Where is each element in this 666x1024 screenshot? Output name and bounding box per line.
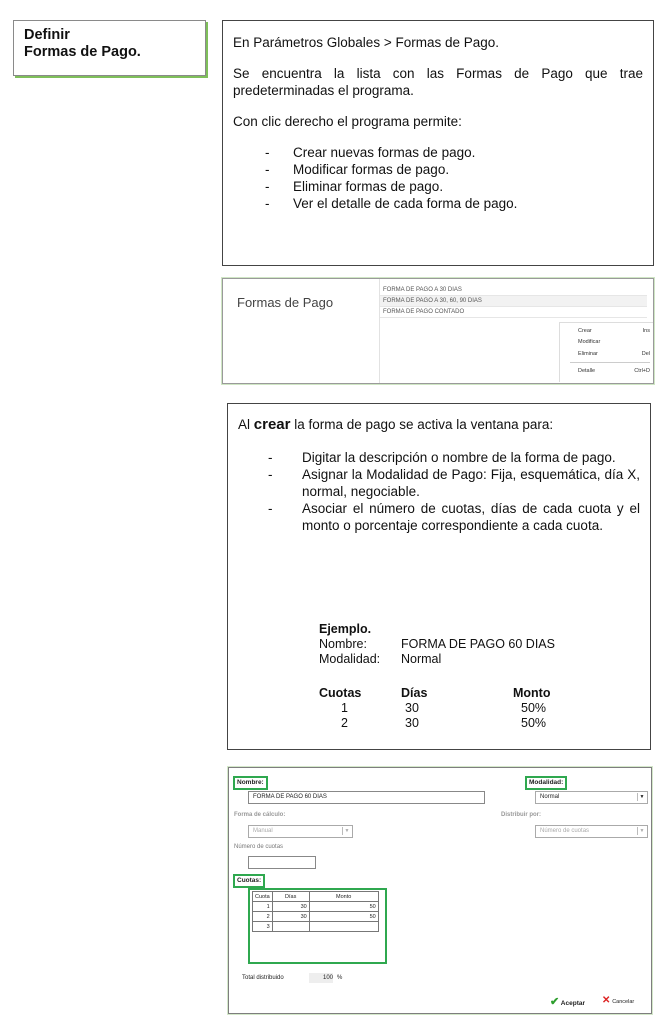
example-heading: Ejemplo.: [319, 622, 372, 636]
calculo-value: Manual: [253, 828, 273, 834]
accept-label: Aceptar: [560, 1000, 586, 1007]
list-item: - Eliminar formas de pago.: [265, 178, 643, 195]
example-col-dias: Días: [401, 686, 428, 700]
menu-separator: [570, 362, 650, 363]
total-unit: %: [337, 975, 343, 981]
path-text: En Parámetros Globales > Formas de Pago.: [233, 35, 500, 50]
nombre-label: Nombre:: [233, 776, 268, 790]
intro-post: la forma de pago se activa la ventana para:: [290, 417, 554, 432]
example-row1-monto: 50%: [521, 701, 547, 715]
context-menu: [559, 322, 653, 382]
example-row1-cuota: 1: [341, 701, 348, 715]
create-intro: [238, 416, 640, 433]
distribuir-label: Distribuir por:: [501, 812, 541, 818]
list-item[interactable]: FORMA DE PAGO A 30 DIAS: [380, 285, 647, 296]
num-cuotas-label: Número de cuotas: [234, 844, 284, 850]
cuotas-label: Cuotas:: [233, 874, 265, 888]
cuotas-table-frame: [248, 888, 387, 964]
table-row[interactable]: [253, 922, 379, 932]
modalidad-select[interactable]: [535, 791, 648, 804]
distribuir-select[interactable]: [535, 825, 648, 838]
chevron-down-icon[interactable]: ▼: [342, 827, 351, 835]
example-col-monto: Monto: [513, 686, 551, 700]
cancel-label: Cancelar: [612, 999, 635, 1005]
list-item: - Digitar la descripción o nombre de la forma de pago.: [268, 449, 640, 466]
modalidad-value: Normal: [540, 794, 560, 800]
col-header: Días: [272, 892, 309, 902]
intro-pre: Al: [238, 417, 254, 432]
total-value: 100: [309, 973, 333, 983]
menu-shortcut: Ctrl+D: [634, 368, 650, 374]
example-name-label: Nombre:: [319, 637, 367, 651]
col-header: Monto: [309, 892, 378, 902]
menu-item-label: Modificar: [578, 339, 601, 345]
accept-button[interactable]: [550, 995, 585, 1008]
cuotas-table: [252, 891, 379, 932]
description-box: [222, 20, 654, 266]
menu-item-label: Detalle: [578, 368, 596, 374]
calculo-label: Forma de cálculo:: [234, 812, 286, 818]
section-label: [13, 20, 206, 76]
cell-monto[interactable]: 50: [309, 912, 378, 922]
calculo-select[interactable]: [248, 825, 353, 838]
checkmark-icon: ✔: [550, 996, 560, 1008]
table-row[interactable]: [253, 902, 379, 912]
menu-item-crear[interactable]: [578, 326, 654, 336]
list-item: - Crear nuevas formas de pago.: [265, 144, 643, 161]
list-item[interactable]: FORMA DE PAGO A 30, 60, 90 DIAS: [380, 296, 647, 307]
menu-item-eliminar[interactable]: [578, 349, 654, 359]
section-label-line1: Definir: [24, 27, 70, 43]
menu-item-detalle[interactable]: [578, 366, 654, 376]
right-click-text: Con clic derecho el programa permite:: [233, 114, 462, 129]
cell-cuota[interactable]: 3: [253, 922, 273, 932]
list-item: - Asignar la Modalidad de Pago: Fija, esquemática, día X, normal, negociable.: [268, 466, 640, 500]
cell-monto[interactable]: 50: [309, 902, 378, 912]
cell-monto[interactable]: [309, 922, 378, 932]
menu-item-modificar[interactable]: [578, 337, 654, 347]
screen-title: Formas de Pago: [237, 295, 334, 310]
create-description-box: [227, 403, 651, 750]
chevron-down-icon[interactable]: ▼: [637, 793, 646, 801]
create-steps-list: [238, 449, 640, 534]
nombre-input[interactable]: FORMA DE PAGO 60 DIAS: [248, 791, 485, 804]
list-item: - Ver el detalle de cada forma de pago.: [265, 195, 643, 212]
list-item[interactable]: FORMA DE PAGO CONTADO: [380, 307, 647, 318]
cell-dias[interactable]: 30: [272, 912, 309, 922]
example-row2-cuota: 2: [341, 716, 348, 730]
menu-shortcut: Del: [641, 351, 650, 357]
cell-dias[interactable]: 30: [272, 902, 309, 912]
example-mode-label: Modalidad:: [319, 652, 381, 666]
cell-cuota[interactable]: 1: [253, 902, 273, 912]
example-col-cuotas: Cuotas: [319, 686, 362, 700]
num-cuotas-input[interactable]: [248, 856, 316, 869]
chevron-down-icon[interactable]: ▼: [637, 827, 646, 835]
section-label-line2: Formas de Pago.: [24, 44, 141, 60]
distribuir-value: Número de cuotas: [540, 828, 590, 834]
cell-cuota[interactable]: 2: [253, 912, 273, 922]
close-icon: ✕: [602, 995, 611, 1006]
list-item: - Modificar formas de pago.: [265, 161, 643, 178]
actions-list: [233, 144, 643, 212]
cancel-button[interactable]: [602, 995, 634, 1006]
list-intro-text: Se encuentra la lista con las Formas de Pago que trae predeterminadas el programa.: [233, 66, 643, 98]
col-header: Cuota: [253, 892, 273, 902]
modalidad-label: Modalidad:: [525, 776, 567, 790]
menu-item-label: Crear: [578, 328, 592, 334]
intro-bold: crear: [253, 416, 291, 433]
example-mode-value: Normal: [401, 652, 442, 666]
example-row1-dias: 30: [405, 701, 419, 715]
example-name-value: FORMA DE PAGO 60 DIAS: [401, 637, 555, 651]
total-label: Total distribuido: [242, 975, 284, 981]
menu-shortcut: Ins: [642, 328, 650, 334]
menu-item-label: Eliminar: [578, 351, 598, 357]
example-row2-dias: 30: [405, 716, 419, 730]
example-row2-monto: 50%: [521, 716, 547, 730]
cell-dias[interactable]: [272, 922, 309, 932]
list-item: - Asociar el número de cuotas, días de cada cuota y el monto o porcentaje correspondiente a cada cuota.: [268, 500, 640, 534]
table-row[interactable]: [253, 912, 379, 922]
payment-forms-screenshot: [222, 278, 654, 384]
create-payment-form: [228, 767, 652, 1014]
